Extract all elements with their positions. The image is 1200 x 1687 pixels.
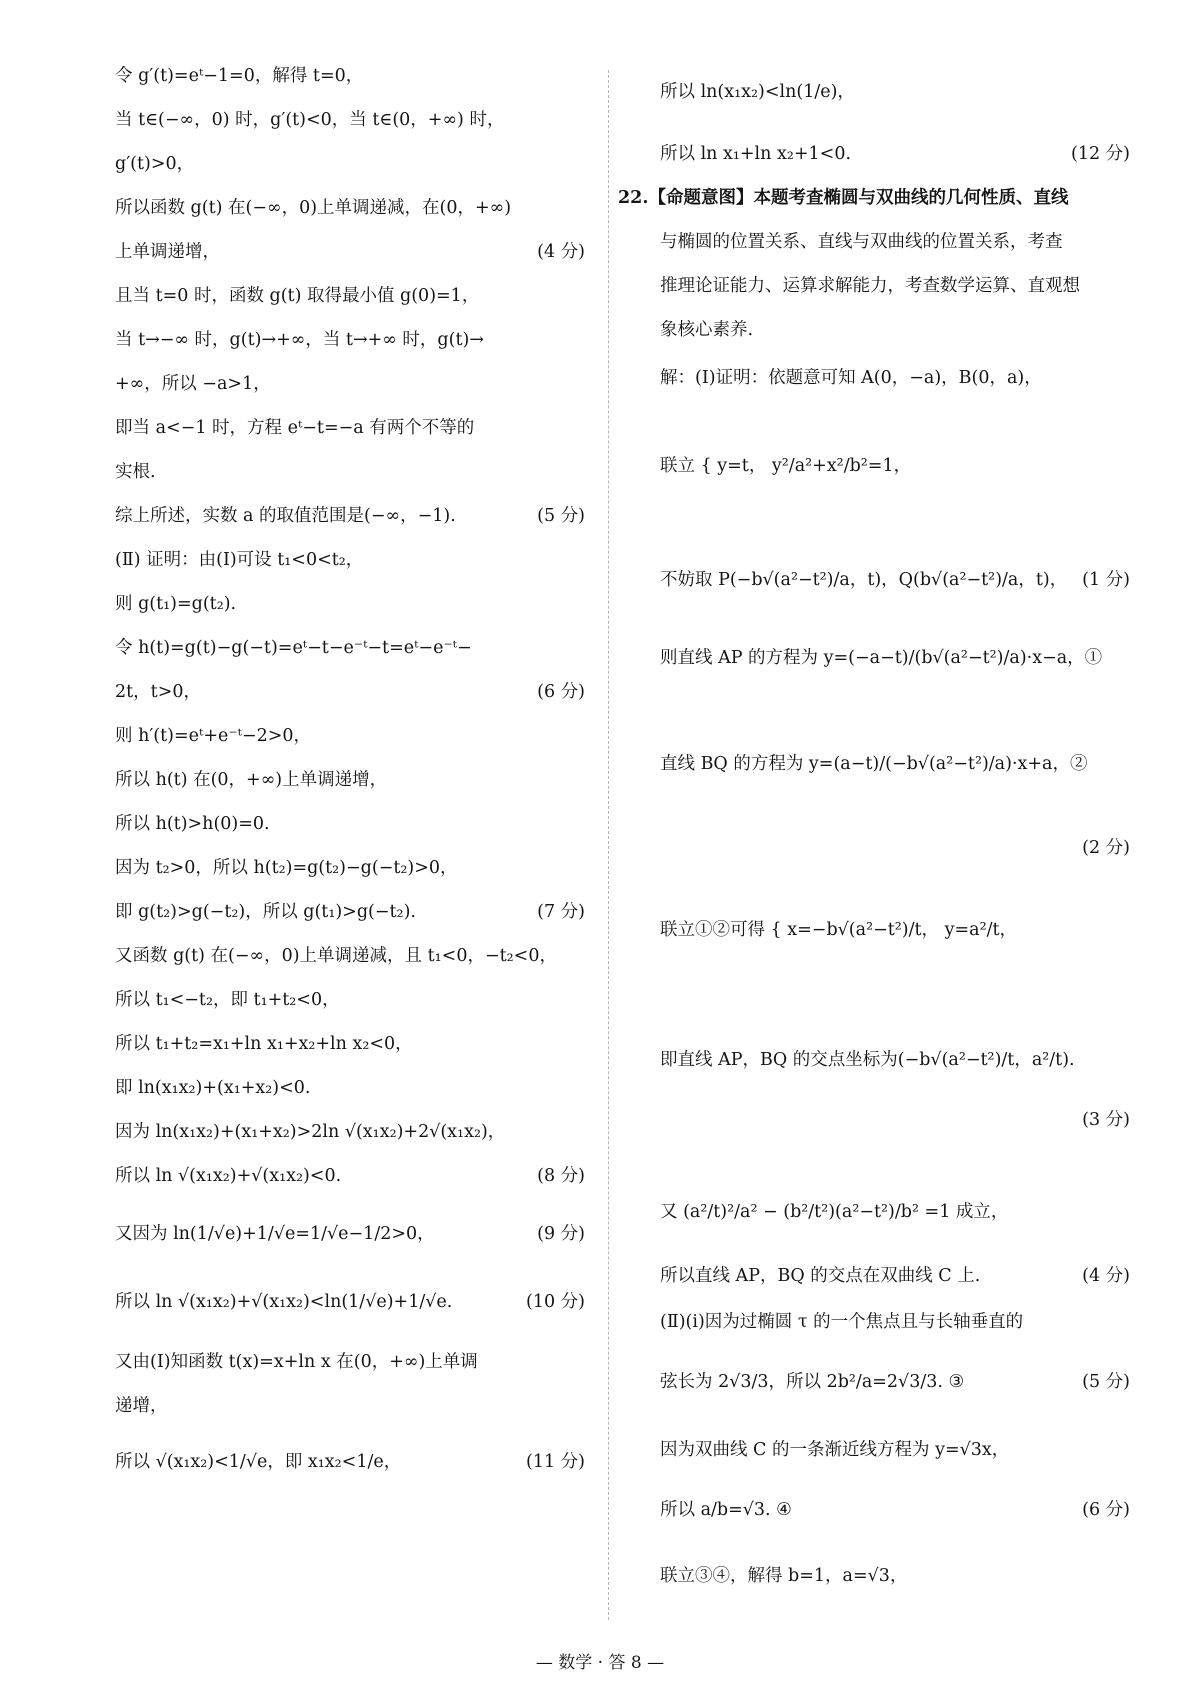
text-line: 联立 { y=t， y²/a²+x²/b²=1， — [660, 456, 912, 476]
text-line: 所以 ln √(x₁x₂)+√(x₁x₂)<0. — [115, 1166, 342, 1186]
score-label: (6 分) — [537, 682, 585, 702]
text-line: g′(t)>0， — [115, 154, 195, 174]
text-line: 所以 √(x₁x₂)<1/√e，即 x₁x₂<1/e， — [115, 1452, 402, 1472]
text-line: 因为 ln(x₁x₂)+(x₁+x₂)>2ln √(x₁x₂)+2√(x₁x₂)， — [115, 1122, 506, 1142]
score-label: (2 分) — [1082, 838, 1130, 858]
text-line: 弦长为 2√3/3，所以 2b²/a=2√3/3. ③ — [660, 1372, 965, 1392]
text-line: (Ⅱ) 证明：由(Ⅰ)可设 t₁<0<t₂， — [115, 550, 364, 570]
text-line: 上单调递增， — [115, 242, 220, 262]
score-label: (5 分) — [1082, 1372, 1130, 1392]
text-line: 又函数 g(t) 在(−∞，0)上单调递减，且 t₁<0，−t₂<0， — [115, 946, 557, 966]
text-line: 令 g′(t)=eᵗ−1=0，解得 t=0， — [115, 66, 364, 86]
text-line: 2t，t>0， — [115, 682, 201, 702]
column-divider — [608, 70, 609, 1620]
text-line: 则 g(t₁)=g(t₂). — [115, 594, 237, 614]
text-line: 象核心素养. — [660, 320, 754, 340]
text-line: 则直线 AP 的方程为 y=(−a−t)/(b√(a²−t²)/a)·x−a，① — [660, 648, 1103, 668]
text-line: 则 h′(t)=eᵗ+e⁻ᵗ−2>0， — [115, 726, 311, 746]
text-line: 即直线 AP，BQ 的交点坐标为(−b√(a²−t²)/t，a²/t). — [660, 1050, 1075, 1070]
text-line: 即当 a<−1 时，方程 eᵗ−t=−a 有两个不等的 — [115, 418, 475, 438]
score-label: (3 分) — [1082, 1110, 1130, 1130]
text-line: +∞，所以 −a>1， — [115, 374, 271, 394]
text-line: 又 (a²/t)²/a² − (b²/t²)(a²−t²)/b² =1 成立， — [660, 1202, 1009, 1222]
text-line: 因为 t₂>0，所以 h(t₂)=g(t₂)−g(−t₂)>0， — [115, 858, 458, 878]
text-line: 实根. — [115, 462, 156, 482]
text-line: 联立③④，解得 b=1，a=√3， — [660, 1566, 908, 1586]
question-heading: 22.【命题意图】本题考查椭圆与双曲线的几何性质、直线 — [618, 188, 1069, 208]
text-line: 推理论证能力、运算求解能力，考查数学运算、直观想 — [660, 276, 1080, 296]
text-line: 递增， — [115, 1396, 168, 1416]
score-label: (4 分) — [537, 242, 585, 262]
page-footer: — 数学 · 答 8 — — [535, 1653, 665, 1673]
text-line: 所以 h(t) 在(0，+∞)上单调递增， — [115, 770, 388, 790]
text-line: 所以 h(t)>h(0)=0. — [115, 814, 270, 834]
score-label: (6 分) — [1082, 1500, 1130, 1520]
score-label: (9 分) — [537, 1224, 585, 1244]
text-line: 所以 ln x₁+ln x₂+1<0. — [660, 144, 852, 164]
text-line: 直线 BQ 的方程为 y=(a−t)/(−b√(a²−t²)/a)·x+a，② — [660, 754, 1088, 774]
text-line: 所以 t₁+t₂=x₁+ln x₁+x₂+ln x₂<0， — [115, 1034, 413, 1054]
score-label: (1 分) — [1082, 570, 1130, 590]
text-line: 即 g(t₂)>g(−t₂)，所以 g(t₁)>g(−t₂). — [115, 902, 416, 922]
text-line: 与椭圆的位置关系、直线与双曲线的位置关系，考查 — [660, 232, 1063, 252]
text-line: 且当 t=0 时，函数 g(t) 取得最小值 g(0)=1， — [115, 286, 480, 306]
text-line: 即 ln(x₁x₂)+(x₁+x₂)<0. — [115, 1078, 311, 1098]
score-label: (12 分) — [1071, 144, 1130, 164]
text-line: 不妨取 P(−b√(a²−t²)/a，t)，Q(b√(a²−t²)/a，t)， — [660, 570, 1068, 590]
text-line: 又因为 ln(1/√e)+1/√e=1/√e−1/2>0， — [115, 1224, 435, 1244]
text-line: 又由(Ⅰ)知函数 t(x)=x+ln x 在(0，+∞)上单调 — [115, 1352, 478, 1372]
text-line: 解：(Ⅰ)证明：依题意可知 A(0，−a)，B(0，a)， — [660, 368, 1042, 388]
text-line: 当 t∈(−∞，0) 时，g′(t)<0，当 t∈(0，+∞) 时， — [115, 110, 505, 130]
text-line: (Ⅱ)(ⅰ)因为过椭圆 τ 的一个焦点且与长轴垂直的 — [660, 1312, 1024, 1332]
text-line: 所以 ln √(x₁x₂)+√(x₁x₂)<ln(1/√e)+1/√e. — [115, 1292, 453, 1312]
text-line: 因为双曲线 C 的一条渐近线方程为 y=√3x， — [660, 1440, 1010, 1460]
score-label: (10 分) — [526, 1292, 585, 1312]
text-line: 令 h(t)=g(t)−g(−t)=eᵗ−t−e⁻ᵗ−t=eᵗ−e⁻ᵗ− — [115, 638, 472, 658]
text-line: 所以 a/b=√3. ④ — [660, 1500, 792, 1520]
score-label: (5 分) — [537, 506, 585, 526]
text-line: 所以直线 AP，BQ 的交点在双曲线 C 上. — [660, 1266, 981, 1286]
score-label: (8 分) — [537, 1166, 585, 1186]
text-line: 综上所述，实数 a 的取值范围是(−∞，−1). — [115, 506, 456, 526]
text-line: 联立①②可得 { x=−b√(a²−t²)/t， y=a²/t， — [660, 920, 1018, 940]
score-label: (7 分) — [537, 902, 585, 922]
text-line: 所以 ln(x₁x₂)<ln(1/e)， — [660, 82, 855, 102]
score-label: (4 分) — [1082, 1266, 1130, 1286]
text-line: 所以 t₁<−t₂，即 t₁+t₂<0， — [115, 990, 340, 1010]
text-line: 所以函数 g(t) 在(−∞，0)上单调递减，在(0，+∞) — [115, 198, 512, 218]
score-label: (11 分) — [526, 1452, 585, 1472]
text-line: 当 t→−∞ 时，g(t)→+∞，当 t→+∞ 时，g(t)→ — [115, 330, 484, 350]
